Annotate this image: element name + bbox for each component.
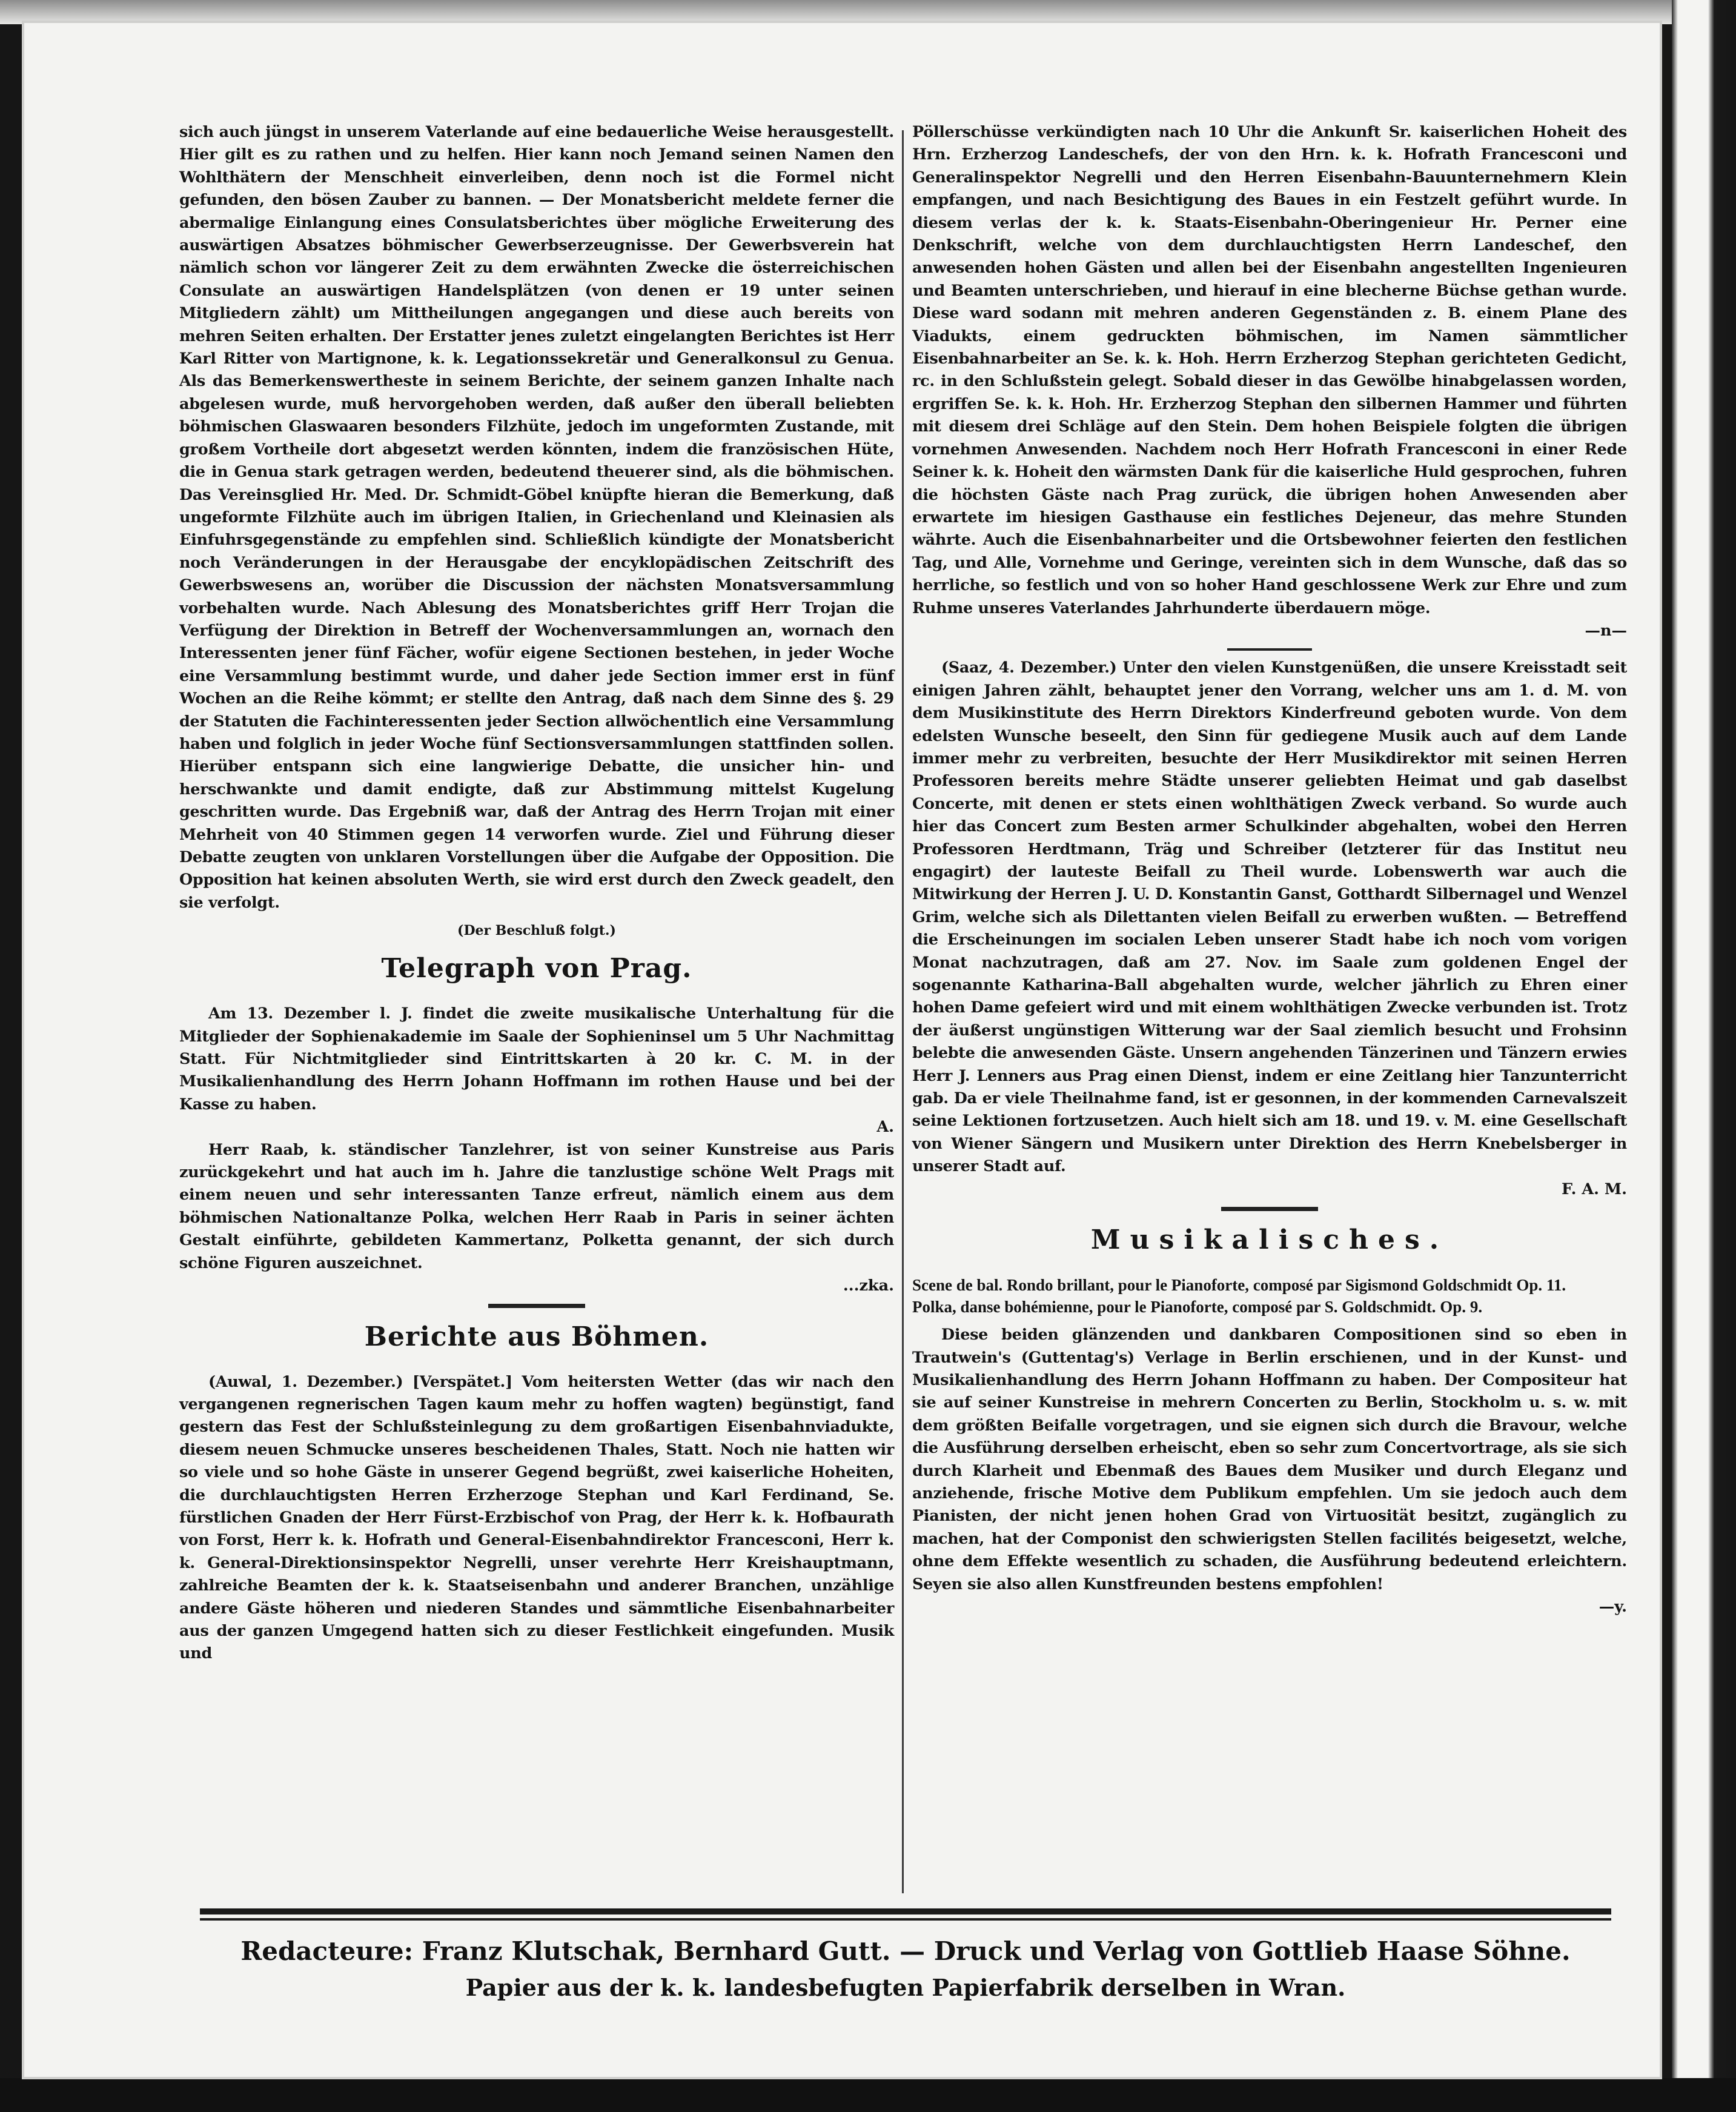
article-paragraph: sich auch jüngst in unserem Vaterlande auf eine bedauerliche Weise herausgestellt. Hier gilt es zu rathen und zu helfen. Hier kann noch Jemand seinen Namen den Wohlthätern der Menschheit einverleiben, denn noch ist die Formel nicht gefunden, den bösen Zauber zu bannen. — Der Monatsbericht meldete ferner die abermalige Einlangung eines Consulatsberichtes über mögliche Erweiterung des auswärtigen Absatzes böhmischer Gewerbserzeugnisse. Der Gewerbsverein hat nämlich schon vor längerer Zeit zu dem erwähnten Zwecke die österreichischen Consulate an auswärtigen Handelsplätzen (von denen er 19 unter seinen Mitgliedern zählt) um Mittheilungen angegangen und diese auch bereits von mehren Seiten erhalten. Der Erstatter jenes zuletzt eingelangten Berichtes ist Herr Karl Ritter von Martignone, k. k. Legationssekretär und Generalkonsul zu Genua. Als das Bemerkenswertheste in seinem Berichte, der seinem ganzen Inhalte nach abgelesen wurde, muß hervorgehoben werden, daß außer den überall beliebten böhmischen Glaswaaren besonders Filzhüte, jedoch im ungeformten Zustande, mit großem Vortheile dort abgesetzt werden könnten, indem die französischen Hüte, die in Genua stark getragen werden, bedeutend theuerer sind, als die böhmischen. Das Vereinsglied Hr. Med. Dr. Schmidt-Göbel knüpfte hieran die Bemerkung, daß ungeformte Filzhüte auch im übrigen Italien, in Griechenland und Kleinasien als Einfuhrsgegenstände zu empfehlen sind. Schließlich kündigte der Monatsbericht noch Veränderungen in der Herausgabe der encyklopädischen Zeitschrift des Gewerbswesens an, worüber die Discussion der nächsten Monatsversammlung vorbehalten wurde. Nach Ablesung des Monatsberichtes griff Herr Trojan die Verfügung der Direktion in Betreff der Wochenversammlungen an, wornach den Interessenten jener fünf Fächer, wofür eigene Sectionen bestehen, in jeder Woche eine Versammlung bestimmt wurde, und daher jede Section immer erst in fünf Wochen an die Reihe kömmt; er stellte den Antrag, daß nach dem Sinne des §. 29 der Statuten die Fachinteressenten jeder Section allwöchentlich eine Versammlung haben und folglich in jeder Woche fünf Sectionsversammlungen stattfinden sollen. Hierüber entspann sich eine langwierige Debatte, die unsicher hin- und herschwankte und damit endigte, daß zur Abstimmung mittelst Kugelung geschritten wurde. Das Ergebniß war, daß der Antrag des Herrn Trojan mit einer Mehrheit von 40 Stimmen gegen 14 verworfen wurde. Ziel und Führung dieser Debatte zeugten von unklaren Vorstellungen über die Aufgabe der Opposition. Die Opposition hat keinen absoluten Werth, sie wird erst durch den Zweck geadelt, den sie verfolgt. <box>179 123 894 912</box>
telegraph-paragraph: Am 13. Dezember l. J. findet die zweite musikalische Unterhaltung für die Mitglieder der Sophienakademie im Saale der Sophieninsel um 5 Uhr Nachmittag Statt. Für Nichtmitglieder sind Eintrittskarten à 20 kr. C. M. in der Musikalienhandlung des Herrn Johann Hoffmann im rothen Hause und bei der Kasse zu haben. <box>179 1005 894 1114</box>
scan-top-edge <box>0 0 1736 24</box>
footer-rule-thick <box>200 1908 1611 1914</box>
signature: F. A. M. <box>1562 1180 1627 1198</box>
scan-right-edge <box>1672 0 1736 2112</box>
telegraph-paragraph: Herr Raab, k. ständischer Tanzlehrer, ist von seiner Kunstreise aus Paris zurückgekehrt und hat auch im h. Jahre die tanzlustige schöne Welt Prags mit einem neuen und sehr interessanten Tanze erfreut, nämlich einem aus dem böhmischen Nationaltanze Polka, welchen Herr Raab in Paris in seiner ächten Gestalt einführte, gebildeten Kammertanz, Polketta genannt, der sich durch schöne Figuren auszeichnet. <box>179 1140 894 1272</box>
signature: —n— <box>1585 621 1627 640</box>
signature: A. <box>876 1118 894 1137</box>
footer-rule-thin <box>200 1918 1611 1921</box>
left-column <box>179 121 894 1665</box>
berichte-paragraph: (Auwal, 1. Dezember.) [Verspätet.] Vom heitersten Wetter (das wir nach den vergangenen regnerischen Tagen kaum mehr zu hoffen wagten) begünstigt, fand gestern das Fest der Schlußsteinlegung zu dem großartigen Eisenbahnviadukte, diesem neuen Schmucke unseres bescheidenen Thales, Statt. Noch nie hatten wir so viele und so hohe Gäste in unserer Gegend begrüßt, zwei kaiserliche Hoheiten, die durchlauchtigsten Herren Erzherzoge Stephan und Karl Ferdinand, Se. fürstlichen Gnaden der Herr Fürst-Erzbischof von Prag, der Herr k. k. Hofbaurath von Forst, Herr k. k. Hofrath und General-Eisenbahndirektor Francesconi, Herr k. k. General-Direktionsinspektor Negrelli, unser verehrte Herr Kreishauptmann, zahlreiche Beamten der k. k. Staatseisenbahn und anderer Branchen, unzählige andere Gäste höheren und niederen Standes und sämmtliche Eisenbahnarbeiter aus der ganzen Umgegend hatten sich zu dieser Festlichkeit eingefunden. Musik und <box>179 1372 894 1663</box>
article-paragraph: Pöllerschüsse verkündigten nach 10 Uhr die Ankunft Sr. kaiserlichen Hoheit des Hrn. Erzherzog Landeschefs, der von den Hrn. k. k. Hofrath Francesconi und Generalinspektor Negrelli und den Herren Eisenbahn-Bauunternehmern Klein empfangen, und nach Besichtigung des Baues in ein Festzelt geführt wurde. In diesem verlas der k. k. Staats-Eisenbahn-Oberingenieur Hr. Perner eine Denkschrift, welche von dem durchlauchtigsten Herrn Landeschef, den anwesenden hohen Gästen und allen bei der Eisenbahn angestellten Ingenieuren und Beamten unterschrieben, und hierauf in eine blecherne Büchse gethan wurde. Diese ward sodann mit mehren anderen Gegenständen z. B. einem Plane des Viadukts, einem gedruckten böhmischen, im Namen sämmtlicher Eisenbahnarbeiter an Se. k. k. Hoh. Herrn Erzherzog Stephan gerichteten Gedicht, rc. in den Schlußstein gelegt. Sobald dieser in das Gewölbe hinabgelassen worden, ergriffen Se. k. k. Hoh. Hr. Erzherzog Stephan den silbernen Hammer und führten mit diesem drei Schläge auf den Stein. Dem hohen Beispiele folgten die übrigen vornehmen Anwesenden. Nachdem noch Herr Hofrath Francesconi in einer Rede Seiner k. k. Hoheit den wärmsten Dank für die kaiserliche Huld gesprochen, fuhren die höchsten Gäste nach Prag zurück, die übrigen hohen Anwesenden aber erwartete im hiesigen Gasthause ein festliches Dejeneur, das mehre Stunden währte. Auch die Eisenbahnarbeiter und die Ortsbewohner feierten den festlichen Tag, und Alle, Vornehme und Geringe, vereinten sich in dem Wunsche, daß das so herrliche, so festlich und von so hoher Hand geschlossene Werk zur Ehre und zum Ruhme unseres Vaterlandes Jahrhunderte überdauern möge. <box>912 123 1627 617</box>
article-paragraph: (Saaz, 4. Dezember.) Unter den vielen Kunstgenüßen, die unsere Kreisstadt seit einigen Jahren zählt, behauptet jener den Vorrang, welcher uns am 1. d. M. von dem Musikinstitute des Herrn Direktors Kinderfreund geboten wurde. Von dem edelsten Wunsche beseelt, den Sinn für gediegene Musik auch auf dem Lande immer mehr zu verbreiten, besuchte der Herr Musikdirektor mit seinen Herren Professoren bereits mehre Städte unserer geliebten Heimat und gab daselbst Concerte, mit denen er stets einen wohlthätigen Zweck verband. So wurde auch hier das Concert zum Besten armer Schulkinder abgehalten, wobei den Herren Professoren Herdtmann, Träg und Schreiber (letzterer für das Institut neu engagirt) der lauteste Beifall zu Theil wurde. Lobenswerth war auch die Mitwirkung der Herren J. U. D. Konstantin Ganst, Gotthardt Silbernagel und Wenzel Grim, welche sich als Dilettanten vielen Beifall zu erwerben wußten. — Betreffend die Erscheinungen im socialen Leben unserer Stadt habe ich noch vom vorigen Monat nachzutragen, daß am 27. Nov. im Saale zum goldenen Engel der sogenannte Katharina-Ball abgehalten wurde, welcher jährlich zu Ehren einer hohen Dame gefeiert wird und mit einem wohlthätigen Zwecke verbunden ist. Trotz der äußerst ungünstigen Witterung war der Saal ziemlich besucht und Frohsinn belebte die anwesenden Gäste. Unsern angehenden Tänzerinen und Tänzern erwies Herr J. Lenners aus Prag einen Dienst, indem er eine Zeitlang hier Tanzunterricht gab. Da er viele Theilnahme fand, ist er gesonnen, in der kommenden Carnevalszeit seine Lektionen fortzusetzen. Auch hielt sich am 18. und 19. v. M. eine Gesellschaft von Wiener Sängern und Musikern unter Direktion des Herrn Knebelsberger in unserer Stadt auf. <box>912 659 1627 1176</box>
telegraph-heading: Telegraph von Prag. <box>381 953 692 985</box>
music-review-paragraph: Diese beiden glänzenden und dankbaren Compositionen sind so eben in Trautwein's (Guttentag's) Verlage in Berlin erschienen, und in der Kunst- und Musikalienhandlung des Herrn Johann Hoffmann zu haben. Der Compositeur hat sie auf seiner Kunstreise in mehrern Concerten zu Berlin, Stockholm u. s. w. mit dem größten Beifalle vorgetragen, und sie eignen sich durch die Bravour, welche die Ausführung derselben erheischt, eben so sehr zum Concertvortrage, als sie sich durch Klarheit und Ebenmaß des Baues dem Musiker und durch Eleganz und anziehende, frische Motive dem Publikum empfehlen. Um sie jedoch auch dem Pianisten, der nicht jenen hohen Grad von Virtuosität besitzt, zugänglich zu machen, hat der Componist den schwierigsten Stellen facilités beigesetzt, welche, ohne dem Effekte wesentlich zu schaden, die Ausführung bedeutend erleichtern. Seyen sie also allen Kunstfreunden bestens empfohlen! <box>912 1326 1627 1593</box>
signature: ...zka. <box>843 1277 894 1295</box>
music-listing: Scene de bal. Rondo brillant, pour le Pianoforte, composé par Sigismond Goldschmidt Op. 11. <box>912 1276 1566 1295</box>
scan-bottom-edge <box>0 2078 1736 2112</box>
continued-note: (Der Beschluß folgt.) <box>457 923 616 939</box>
article-divider <box>1227 648 1312 651</box>
musik-heading: Musikalisches. <box>1090 1224 1449 1256</box>
section-divider <box>488 1304 585 1308</box>
imprint-line-2: Papier aus der k. k. landesbefugten Papierfabrik derselben in Wran. <box>465 1974 1346 2001</box>
signature: —y. <box>1599 1597 1627 1616</box>
imprint-line-1: Redacteure: Franz Klutschak, Bernhard Gutt. — Druck und Verlag von Gottlieb Haase Söhne. <box>240 1936 1571 1966</box>
section-divider <box>1221 1207 1318 1211</box>
column-divider <box>902 130 904 1893</box>
berichte-heading: Berichte aus Böhmen. <box>364 1321 709 1352</box>
music-listing: Polka, danse bohémienne, pour le Pianoforte, composé par S. Goldschmidt. Op. 9. <box>912 1298 1483 1317</box>
right-column <box>912 121 1627 1618</box>
